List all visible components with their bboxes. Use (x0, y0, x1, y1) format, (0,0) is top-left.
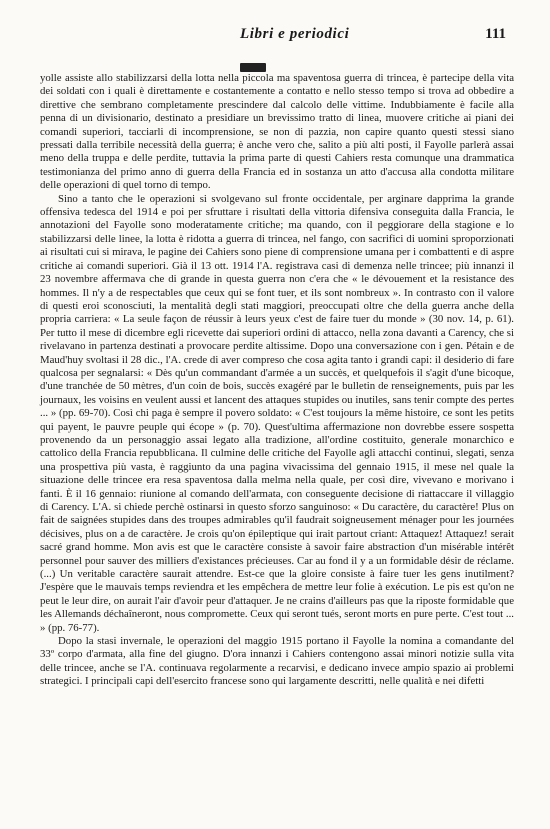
paragraph: yolle assiste allo stabilizzarsi della lotta nella piccola ma spaventosa guerra di trincea, è partecipe della vita dei soldati con i quali è direttamente e costantemente a contatto e nello stesso tempo si trova ad obbedire a direttive che sembrano completamente prescindere dal calcolo delle vittime. Indubbiamente è facile alla penna di un divisionario, destinato a presidiare un brevissimo tratto di linea, muovere critiche ai piani dei comandi superiori, tacciarli di incomprensione, se non di pazzia, non capire quanto questi stessi siano pressati dalla terribile necessità della guerra; è anche vero che, salito a più alti posti, il Fayolle parlerà assai meno della truppa e delle perdite, tuttavia la prima parte di questi Cahiers resta comunque una drammatica testimonianza del primo anno di guerra della Francia ed in sostanza un atto d'accusa alla condotta militare delle operazioni di quel torno di tempo. (40, 72, 514, 192)
page-number: 111 (485, 26, 506, 42)
running-title: Libri e periodici (240, 26, 350, 42)
body-text (40, 72, 514, 689)
paragraph: Dopo la stasi invernale, le operazioni del maggio 1915 portano il Fayolle la nomina a comandante del 33º corpo d'armata, alla fine del giugno. D'ora innanzi i Cahiers contengono assai minori notizie sulla vita delle trincee, anche se l'A. continuava regolarmente a recarvisi, e dedicano invece ampio spazio ai problemi strategici. I principali capi dell'esercito francese sono qui largamente descritti, nelle qualità e nei difetti (40, 635, 514, 688)
running-head (30, 26, 520, 48)
paragraph: Sino a tanto che le operazioni si svolgevano sul fronte occidentale, per arginare dapprima la grande offensiva tedesca del 1914 e poi per sfruttare i risultati della vittoria difensiva conseguita dalla Francia, le annotazioni del Fayolle sono moderatamente critiche; ma quando, con il peggiorare della stagione e lo stabilizzarsi delle linee, la lotta è ridotta a guerra di trincea, nel fango, con sacrifici di uomini sproporzionati ai risultati cui si mirava, le pagine dei Cahiers sono piene di comprensione umana per i combattenti e di aspre critiche ai comandi superiori. Già il 13 ott. 1914 l'A. registrava casi di demenza nelle trincee; più innanzi il 23 novembre affermava che di grande in questa guerra non c'era che « le dévouement et la resistance des hommes. Il n'y a de respectables que ceux qui se font tuer, et ils sont nombreux ». In contrasto con il valore di questi eroi sconosciuti, la mentalità degli stati maggiori, preoccupati oltre che della guerra anche della propria carriera: « La seule façon de réussir à leurs yeux c'est de faire tuer du monde » (30 nov. 14, p. 61). Per tutto il mese di dicembre egli ricevette dai superiori ordini di attacco, nella zona davanti a Carency, che si rivelavano in partenza destinati a provocare perdite altissime. Dopo una conversazione con i gen. Pétain e de Maud'huy svoltasi il 28 dic., l'A. crede di aver compreso che cosa agita tanto i grandi capi: il desiderio di fare qualcosa per segnalarsi: « Dès qu'un commandant d'armée a un succès, et quelquefois il s'agit d'une bicoque, d'une tranchée de 50 mètres, d'un coin de bois, succès exagéré par le bulletin de renseignements, puis par les journaux, les voisins en veulent aussi et lancent des attaques stupides ou inutiles, sans tenir compte des pertes ... » (pp. 69-70). Così chi paga è sempre il povero soldato: « C'est toujours la même histoire, ce sont les petits qui payent, le pauvre peuple qui écope » (p. 70). Quest'ultima affermazione non dovrebbe essere sospetta provenendo da un personaggio assai legato alla tradizione, all'ordine costituito, generale monarchico e cattolico della Francia repubblicana. Il culmine delle critiche del Fayolle agli attacchi continui, slegati, senza una prospettiva più vasta, è raggiunto da una pagina vivacissima del gennaio 1915, il mese nel quale la situazione delle trincee era resa spaventosa dalla melma nella quale, per così dire, vivevano e morivano i fanti. È il 16 gennaio: riunione al comando dell'armata, con conseguente decisione di riattaccare il villaggio di Carency. L'A. si chiede perchè ostinarsi in questo sforzo sanguinoso: « Du caractère, du caractère! Plus on fait de saignées stupides dans des troupes admirables qu'il faudrait soigneusement ménager pour les journées décisives, plus on a de caractère. Je crois qu'on épileptique qui irait partout criant: Attaquez! Attaquez! serait sacré grand homme. Mon avis est que le caractère consiste à savoir faire abstraction d'un misérable intérêt personnel pour sauver des milliers d'existances précieuses. Car au fond il y a un formidable désir de réclame. (...) Un veritable caractère saurait attendre. Est-ce que la gloire consiste à faire tuer les gens inutilment? J'espère que le mauvais temps reviendra et les empêchera de mettre leur folie à exécution. Le pis est qu'on ne peut le leur dire, on aurait l'air d'avoir peur d'attaquer. Je ne crains d'ailleurs pas que la riposte formidable que les Allemands déchaîneront, nous compromette. Ceux qui seront tués, seront morts en pure perte. C'est tout ... » (pp. 76-77). (40, 192, 514, 634)
ink-smudge-mark (240, 63, 266, 72)
